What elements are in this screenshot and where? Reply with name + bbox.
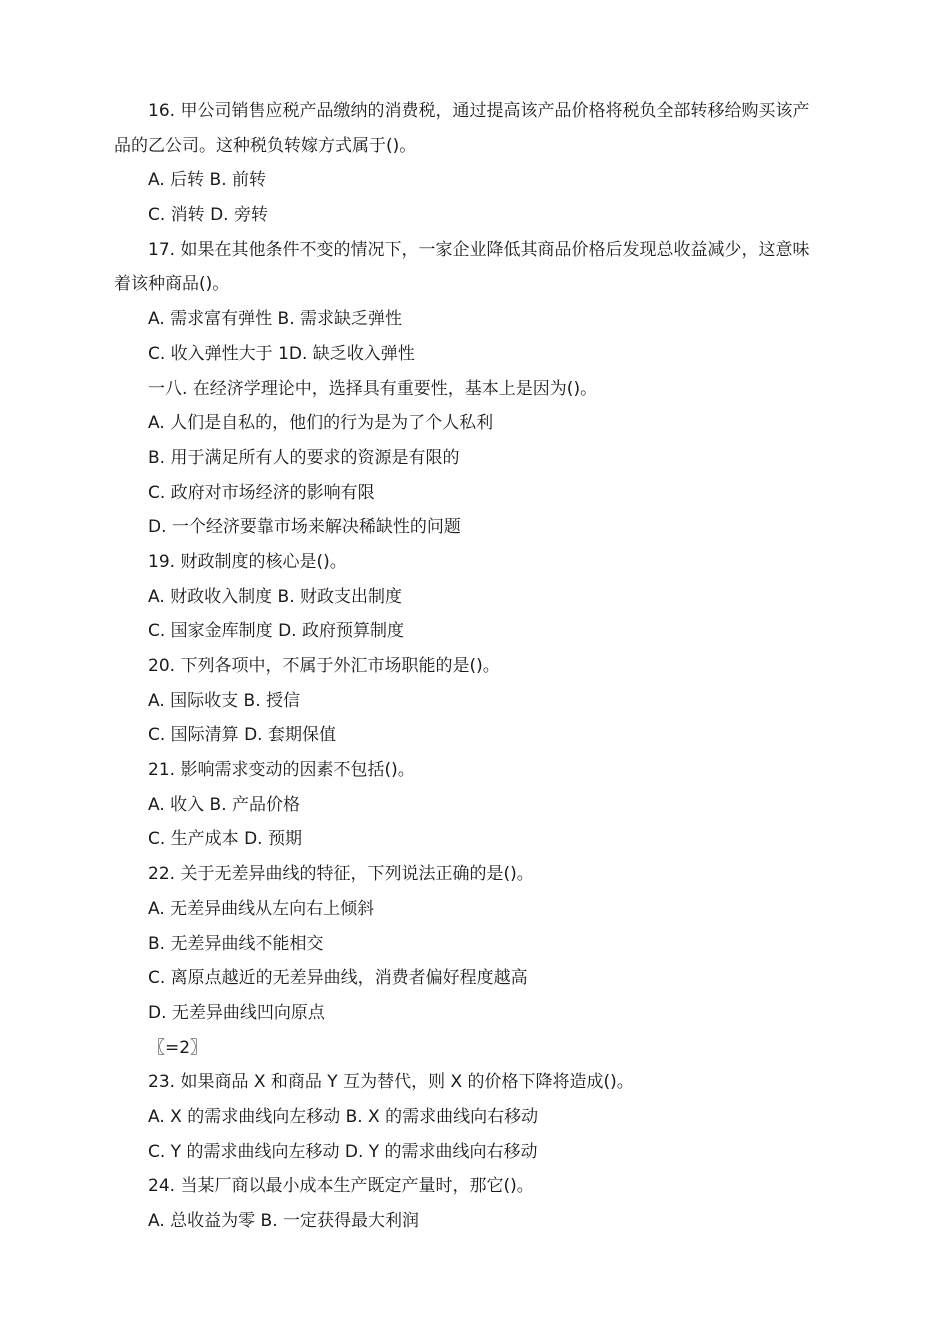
question-23-options-ab: A. X 的需求曲线向左移动 B. X 的需求曲线向右移动 xyxy=(148,1106,539,1127)
question-16-text-cont: 品的乙公司。这种税负转嫁方式属于()。 xyxy=(114,135,417,156)
question-22-option-b: B. 无差异曲线不能相交 xyxy=(148,933,324,954)
question-19-options-cd: C. 国家金库制度 D. 政府预算制度 xyxy=(148,621,404,642)
question-16-text: 16. 甲公司销售应税产品缴纳的消费税，通过提高该产品价格将税负全部转移给购买该产 xyxy=(148,101,810,121)
question-22-text: 22. 关于无差异曲线的特征，下列说法正确的是()。 xyxy=(148,864,534,885)
question-17-text-cont: 着该种商品()。 xyxy=(114,274,230,295)
question-18-text: 一八. 在经济学理论中，选择具有重要性，基本上是因为()。 xyxy=(148,378,598,399)
question-21-text: 21. 影响需求变动的因素不包括()。 xyxy=(148,760,415,781)
question-22-option-d: D. 无差异曲线凹向原点 xyxy=(148,1002,325,1023)
question-18-option-a: A. 人们是自私的，他们的行为是为了个人私利 xyxy=(148,413,494,434)
question-23-text: 23. 如果商品 X 和商品 Y 互为替代，则 X 的价格下降将造成()。 xyxy=(148,1072,634,1093)
question-24-options-ab: A. 总收益为零 B. 一定获得最大利润 xyxy=(148,1211,420,1231)
question-18-option-d: D. 一个经济要靠市场来解决稀缺性的问题 xyxy=(148,517,461,538)
question-18-option-b: B. 用于满足所有人的要求的资源是有限的 xyxy=(148,447,460,468)
question-16-options-ab: A. 后转 B. 前转 xyxy=(148,170,267,191)
question-22-option-c: C. 离原点越近的无差异曲线，消费者偏好程度越高 xyxy=(148,968,528,989)
question-22-option-a: A. 无差异曲线从左向右上倾斜 xyxy=(148,898,375,919)
document-body xyxy=(114,94,842,1239)
question-16-options-cd: C. 消转 D. 旁转 xyxy=(148,205,268,226)
question-19-options-ab: A. 财政收入制度 B. 财政支出制度 xyxy=(148,586,403,607)
question-18-option-c: C. 政府对市场经济的影响有限 xyxy=(148,482,375,503)
question-17-options-ab: A. 需求富有弹性 B. 需求缺乏弹性 xyxy=(148,309,403,330)
question-20-options-cd: C. 国际清算 D. 套期保值 xyxy=(148,725,336,746)
question-20-options-ab: A. 国际收支 B. 授信 xyxy=(148,690,301,711)
question-24-text: 24. 当某厂商以最小成本生产既定产量时，那它()。 xyxy=(148,1176,534,1197)
question-17-options-cd: C. 收入弹性大于 1D. 缺乏收入弹性 xyxy=(148,343,415,364)
answer-marker: 〖=2〗 xyxy=(148,1037,208,1058)
question-17-text: 17. 如果在其他条件不变的情况下，一家企业降低其商品价格后发现总收益减少，这意味 xyxy=(148,239,810,260)
question-21-options-cd: C. 生产成本 D. 预期 xyxy=(148,829,302,850)
question-19-text: 19. 财政制度的核心是()。 xyxy=(148,551,347,572)
question-23-options-cd: C. Y 的需求曲线向左移动 D. Y 的需求曲线向右移动 xyxy=(148,1141,538,1162)
question-20-text: 20. 下列各项中，不属于外汇市场职能的是()。 xyxy=(148,656,500,676)
question-21-options-ab: A. 收入 B. 产品价格 xyxy=(148,794,301,815)
